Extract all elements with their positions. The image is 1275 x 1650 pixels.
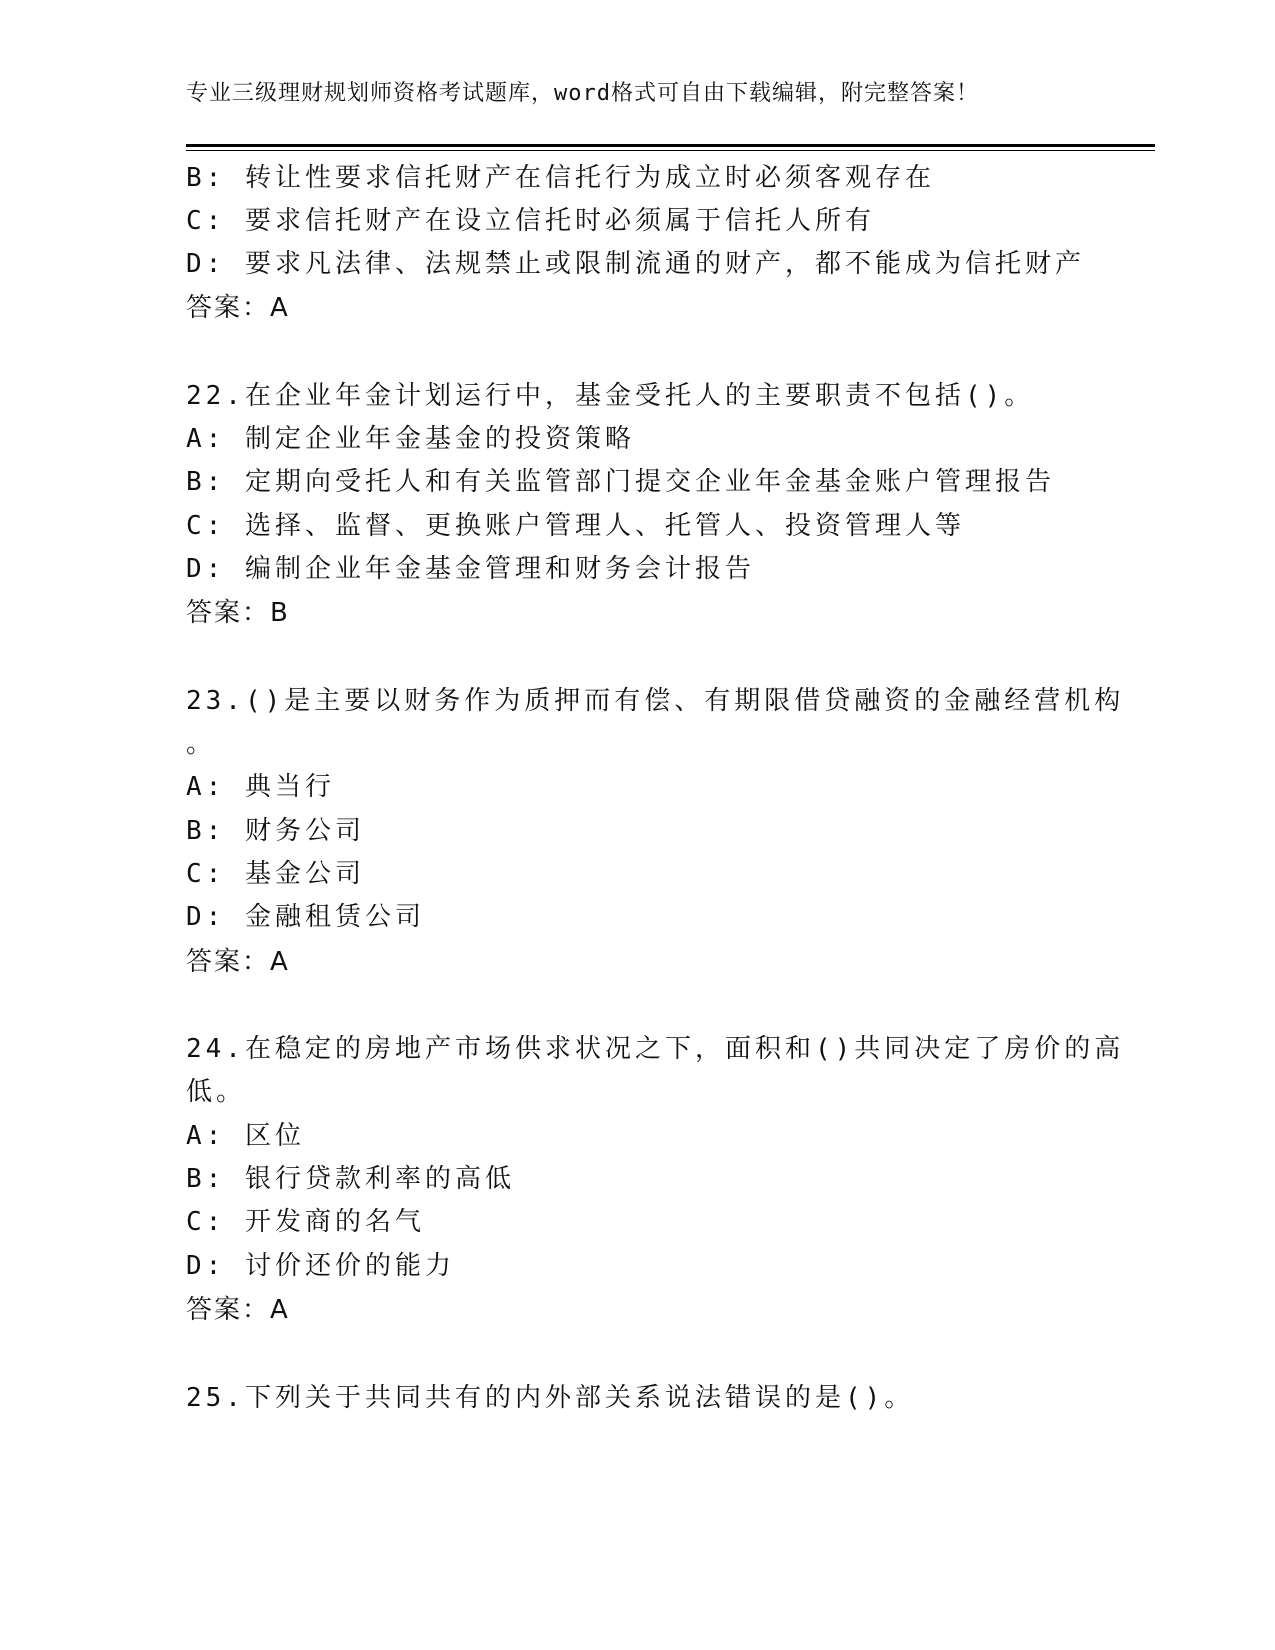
q23-stem-line-2: 。 — [186, 729, 217, 759]
page-header: 专业三级理财规划师资格考试题库，word格式可自由下载编辑，附完整答案！ — [186, 81, 979, 106]
header-rule-thin — [186, 150, 1155, 151]
q24-answer: 答案：A — [186, 1295, 290, 1325]
q23-option-d: D: 金融租赁公司 — [186, 902, 425, 932]
q22-option-d: D: 编制企业年金基金管理和财务会计报告 — [186, 554, 755, 584]
q24-stem-line-1: 24.在稳定的房地产市场供求状况之下，面积和()共同决定了房价的高 — [186, 1034, 1125, 1064]
q22-option-b: B: 定期向受托人和有关监管部门提交企业年金基金账户管理报告 — [186, 467, 1055, 497]
q21-option-b: B: 转让性要求信托财产在信托行为成立时必须客观存在 — [186, 163, 935, 193]
q22-option-a: A: 制定企业年金基金的投资策略 — [186, 424, 635, 454]
q24-option-a: A: 区位 — [186, 1121, 305, 1151]
q21-answer: 答案：A — [186, 293, 290, 323]
q23-answer: 答案：A — [186, 947, 290, 977]
q24-stem-line-2: 低。 — [186, 1077, 247, 1107]
q24-option-d: D: 讨价还价的能力 — [186, 1251, 455, 1281]
q25-stem: 25.下列关于共同共有的内外部关系说法错误的是()。 — [186, 1383, 915, 1413]
q23-option-c: C: 基金公司 — [186, 859, 365, 889]
q24-option-c: C: 开发商的名气 — [186, 1207, 425, 1237]
q23-option-b: B: 财务公司 — [186, 816, 365, 846]
q23-stem-line-1: 23.()是主要以财务作为质押而有偿、有期限借贷融资的金融经营机构 — [186, 686, 1125, 716]
q21-option-c: C: 要求信托财产在设立信托时必须属于信托人所有 — [186, 206, 875, 236]
q22-stem: 22.在企业年金计划运行中，基金受托人的主要职责不包括()。 — [186, 381, 1035, 411]
header-rule-thick — [186, 144, 1155, 147]
q24-option-b: B: 银行贷款利率的高低 — [186, 1164, 515, 1194]
q22-option-c: C: 选择、监督、更换账户管理人、托管人、投资管理人等 — [186, 511, 965, 541]
q23-option-a: A: 典当行 — [186, 772, 335, 802]
q22-answer: 答案：B — [186, 598, 290, 628]
q21-option-d: D: 要求凡法律、法规禁止或限制流通的财产，都不能成为信托财产 — [186, 249, 1085, 279]
